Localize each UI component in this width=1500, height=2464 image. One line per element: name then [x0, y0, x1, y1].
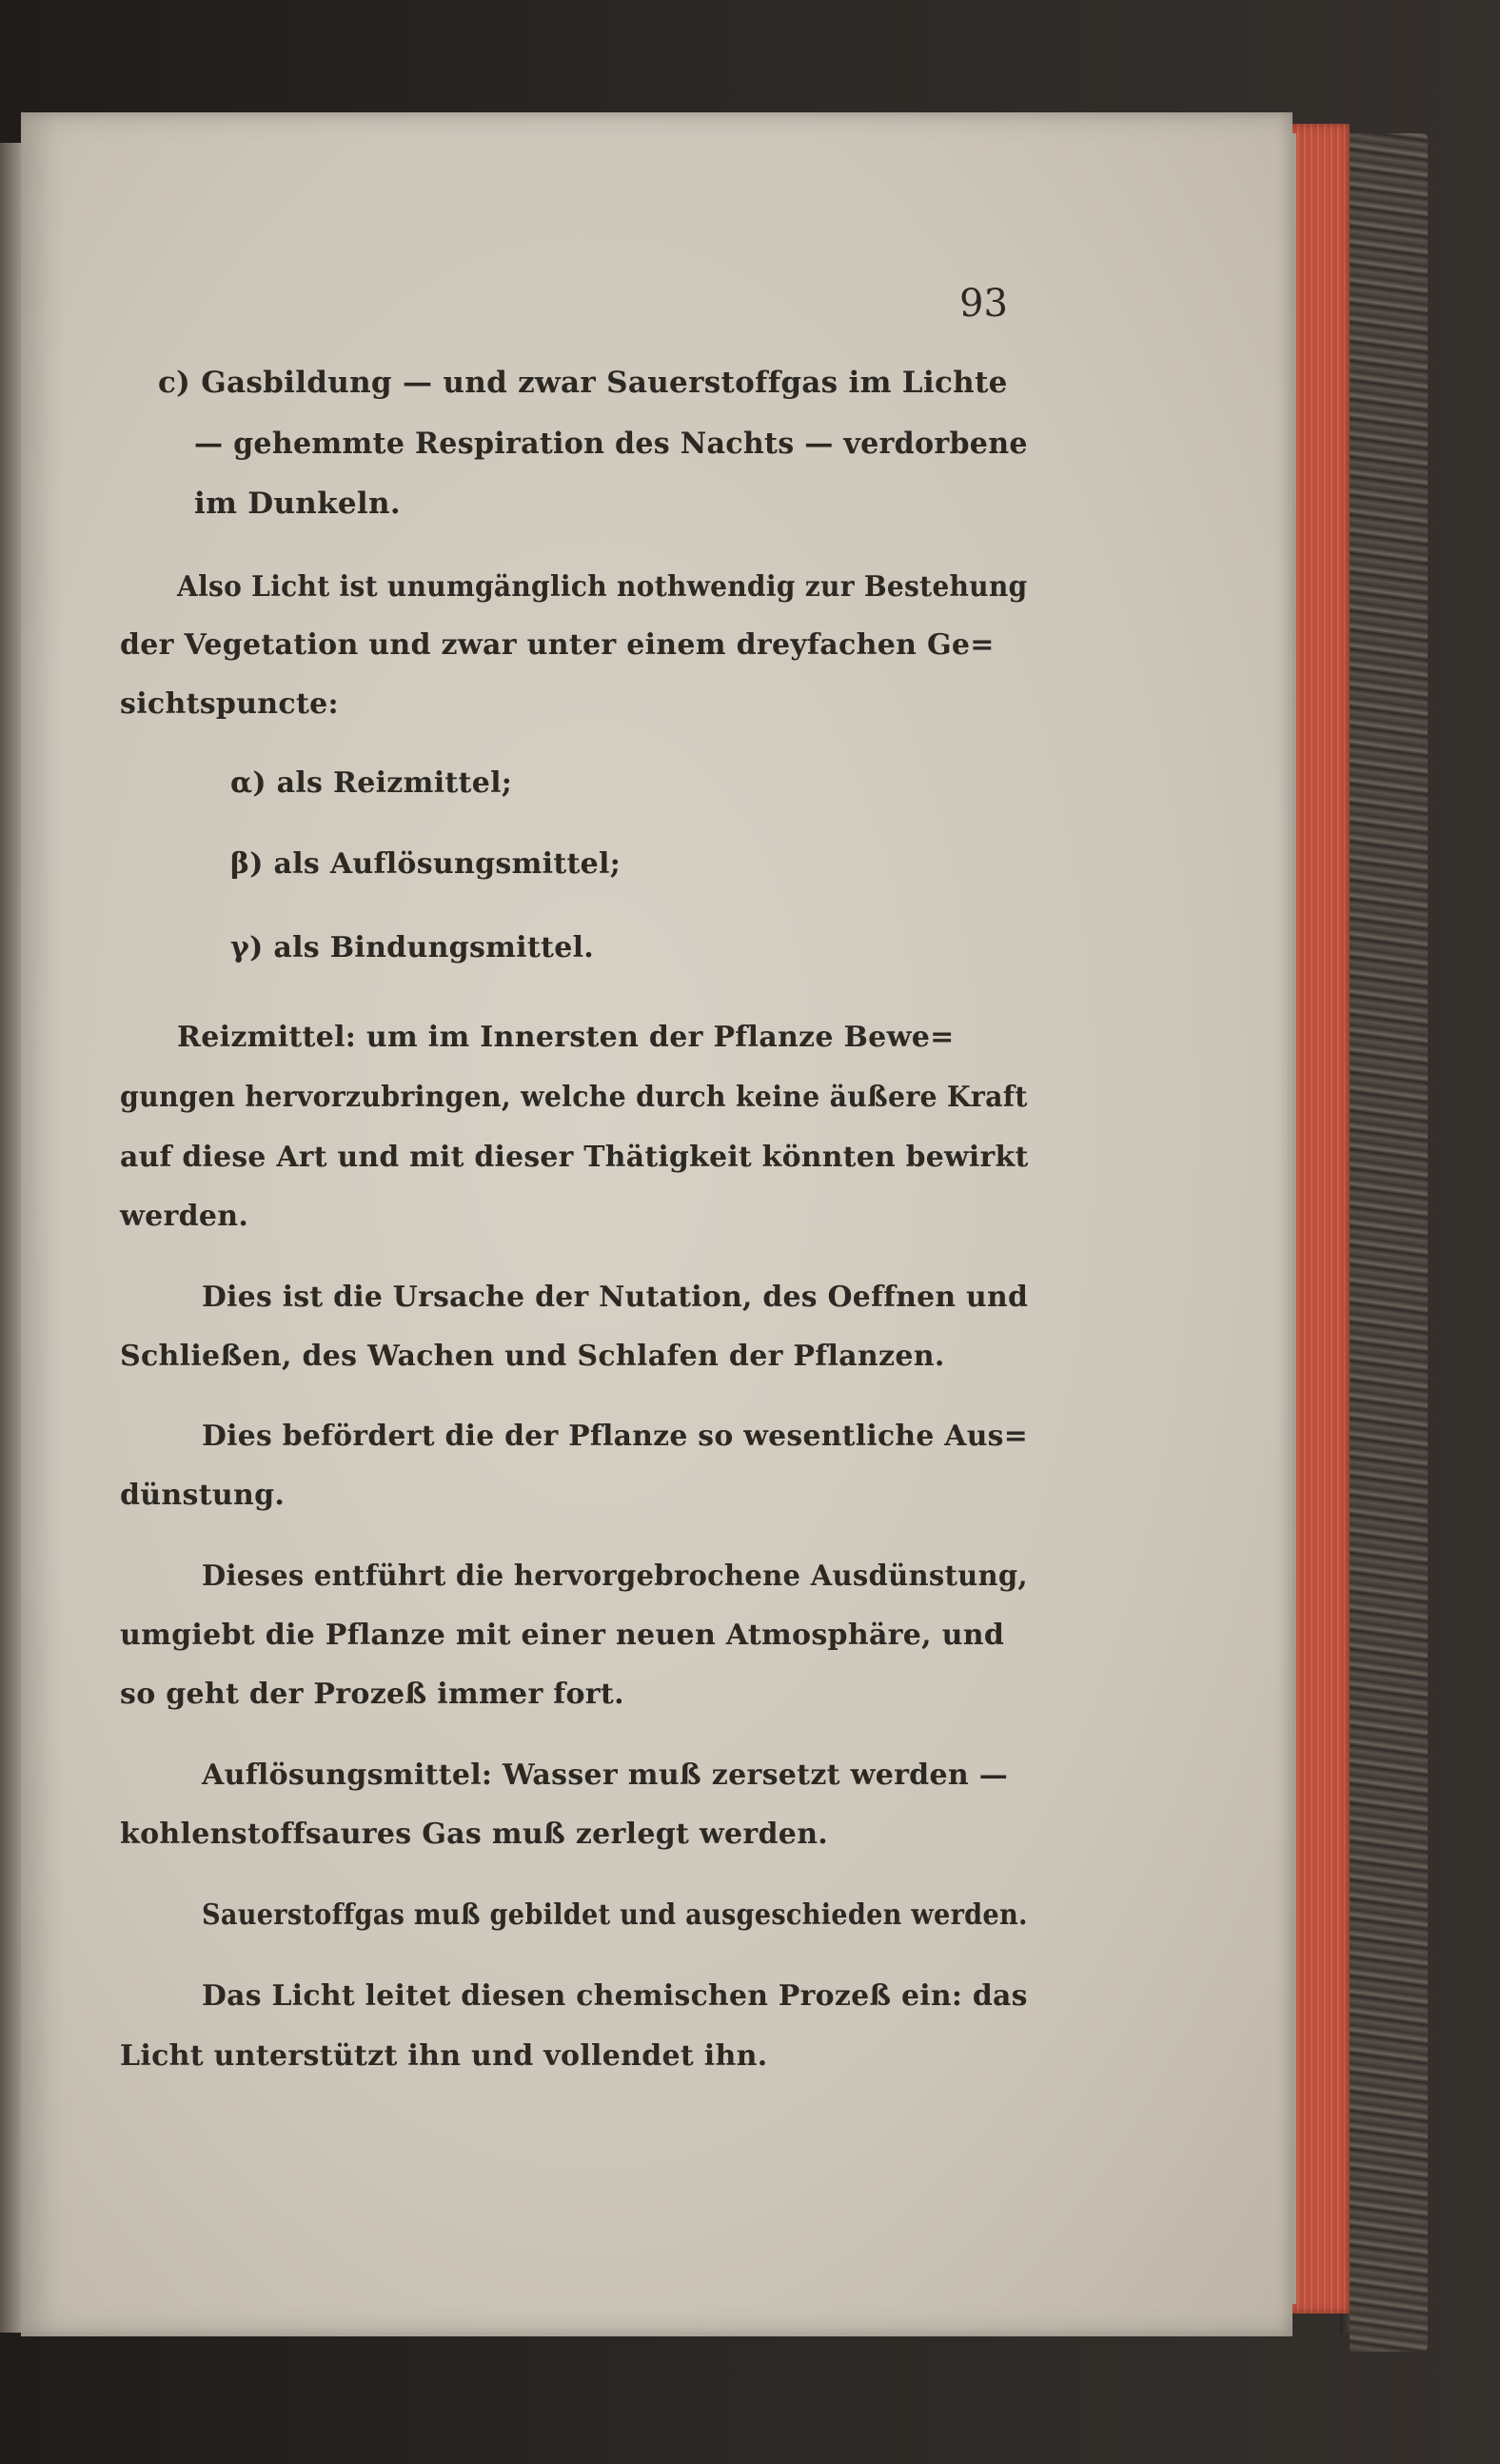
text-line: so geht der Prozeß immer fort.	[120, 1678, 624, 1711]
text-line: Licht unterstützt ihn und vollendet ihn.	[120, 2039, 768, 2073]
text-line: gungen hervorzubringen, welche durch keine äußere Kraft	[120, 1081, 1028, 1114]
text-line: auf diese Art und mit dieser Thätigkeit könnten bewirkt	[120, 1141, 1029, 1174]
previous-page-edge	[0, 143, 21, 2333]
text-line: im Dunkeln.	[194, 487, 401, 521]
text-line: Dieses entführt die hervorgebrochene Ausdünstung,	[202, 1560, 1028, 1593]
text-line: Dies ist die Ursache der Nutation, des Oeffnen und	[202, 1281, 1029, 1314]
list-item: γ) als Bindungsmittel.	[230, 931, 595, 964]
text-line: Schließen, des Wachen und Schlafen der Pflanzen.	[120, 1340, 945, 1373]
text-line: Reizmittel: um im Innersten der Pflanze Bewe=	[177, 1021, 955, 1054]
text-line: der Vegetation und zwar unter einem dreyfachen Ge=	[120, 628, 995, 662]
text-line: dünstung.	[120, 1479, 286, 1512]
text-line: — gehemmte Respiration des Nachts — verdorbene	[194, 427, 1028, 461]
book-cover	[1350, 133, 1428, 2352]
text-line: c) Gasbildung — und zwar Sauerstoffgas im Lichte	[158, 366, 1008, 400]
text-line: Dies befördert die der Pflanze so wesentliche Aus=	[202, 1420, 1028, 1453]
text-line: Das Licht leitet diesen chemischen Prozeß ein: das	[202, 1979, 1028, 2013]
list-item: β) als Auflösungsmittel;	[230, 847, 622, 881]
text-line: kohlenstoffsaures Gas muß zerlegt werden.	[120, 1818, 829, 1851]
text-line: Also Licht ist unumgänglich nothwendig zur Bestehung	[177, 570, 1028, 604]
text-line: umgiebt die Pflanze mit einer neuen Atmosphäre, und	[120, 1619, 1005, 1652]
text-line: Auflösungsmittel: Wasser muß zersetzt werden —	[202, 1759, 1009, 1792]
page-number: 93	[959, 282, 1008, 326]
text-line: Sauerstoffgas muß gebildet und ausgeschieden werden.	[202, 1898, 1028, 1932]
list-item: α) als Reizmittel;	[230, 766, 513, 800]
text-line: werden.	[120, 1200, 249, 1233]
text-line: sichtspuncte:	[120, 687, 339, 721]
